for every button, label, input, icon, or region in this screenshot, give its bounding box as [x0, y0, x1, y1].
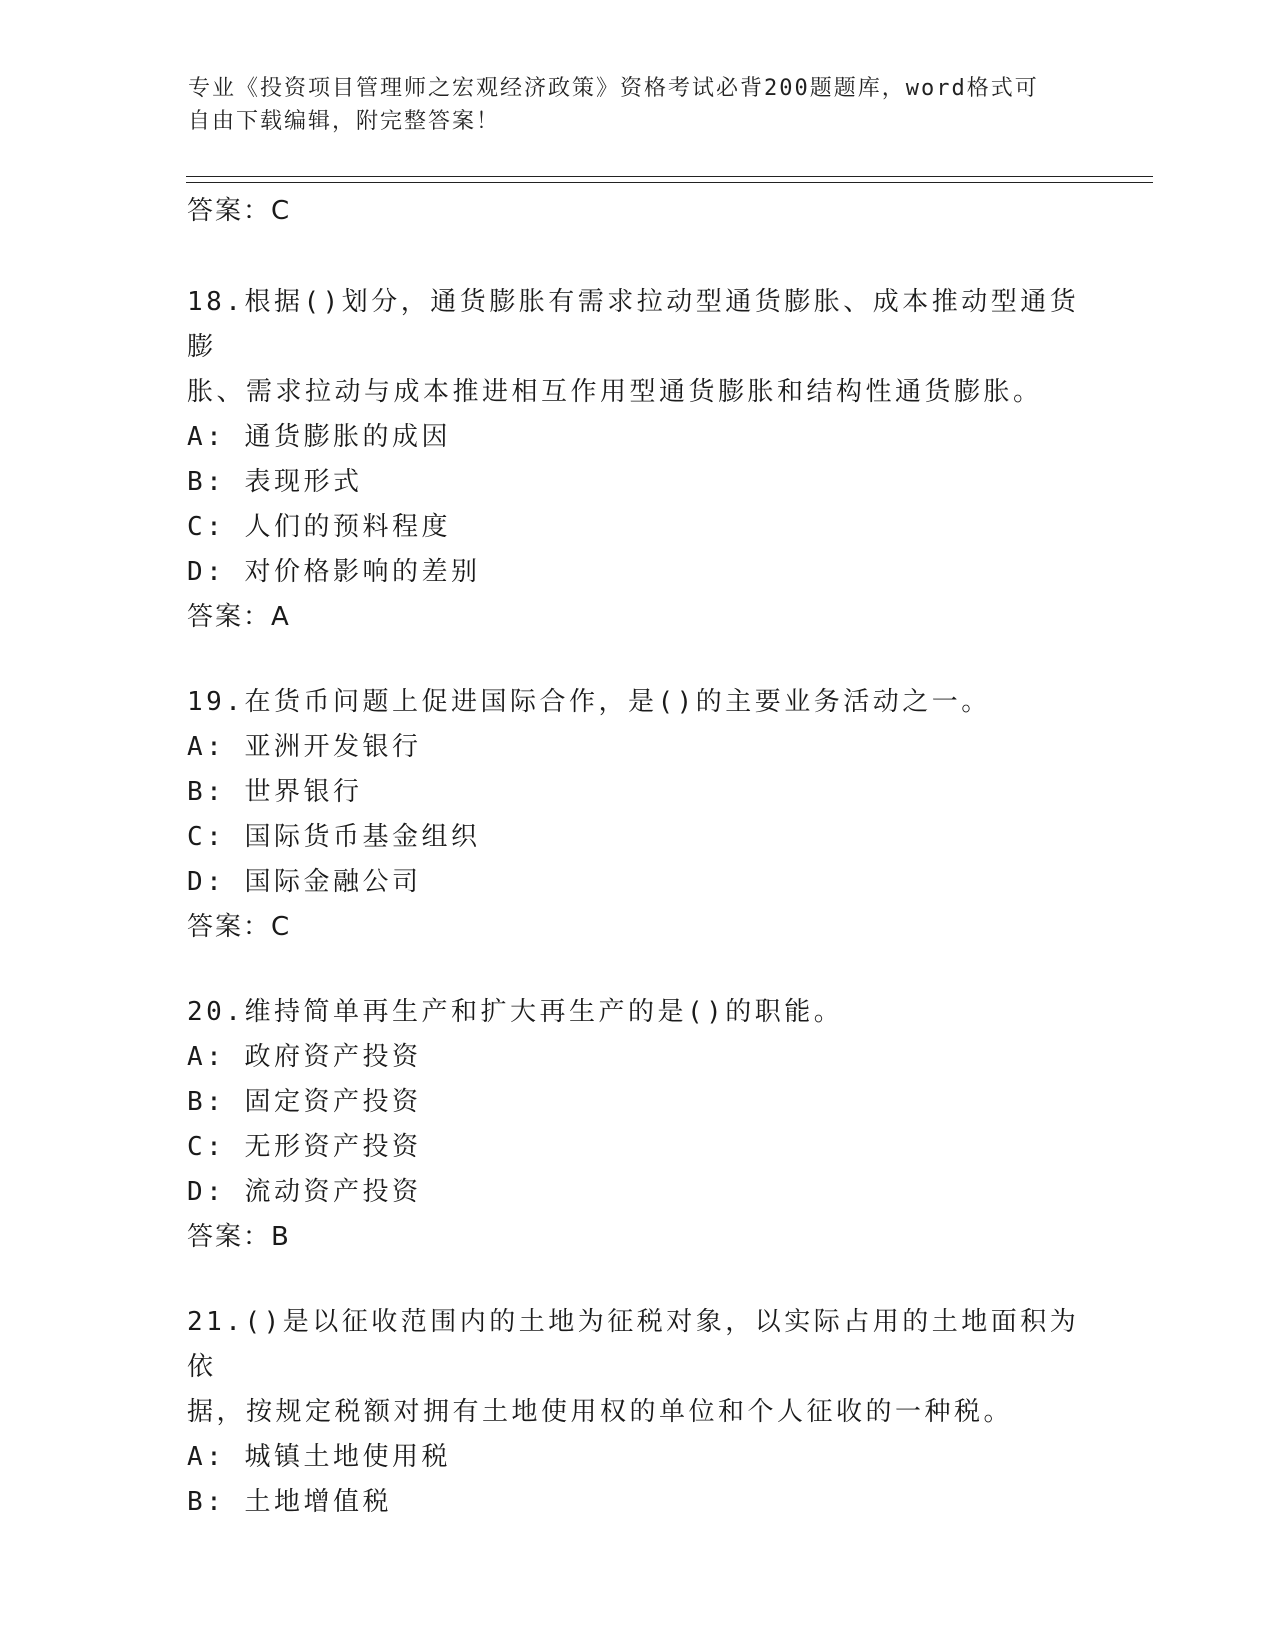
answer-line: 答案：B: [187, 1222, 291, 1252]
option-a: A: 亚洲开发银行: [187, 732, 422, 762]
page-header: [188, 72, 1068, 138]
option-c: C: 人们的预料程度: [187, 512, 451, 542]
option-d: D: 对价格影响的差别: [187, 557, 481, 587]
option-c: C: 国际货币基金组织: [187, 822, 481, 852]
question-list: [187, 280, 1087, 1565]
header-line-1: 专业《投资项目管理师之宏观经济政策》资格考试必背200题题库，word格式可: [188, 76, 1039, 101]
answer-line: 答案：C: [187, 912, 292, 942]
question-20: [187, 990, 1087, 1260]
question-21: [187, 1300, 1087, 1525]
header-divider-bottom: [186, 182, 1153, 183]
option-a: A: 通货膨胀的成因: [187, 422, 451, 452]
question-19: [187, 680, 1087, 950]
header-line-2: 自由下载编辑，附完整答案！: [188, 109, 501, 134]
option-c: C: 无形资产投资: [187, 1132, 422, 1162]
option-a: A: 政府资产投资: [187, 1042, 422, 1072]
option-b: B: 世界银行: [187, 777, 363, 807]
question-stem: 21.()是以征收范围内的土地为征税对象，以实际占用的土地面积为依: [187, 1307, 1080, 1382]
option-d: D: 国际金融公司: [187, 867, 422, 897]
question-stem-continued: 据，按规定税额对拥有土地使用权的单位和个人征收的一种税。: [187, 1397, 1014, 1427]
option-b: B: 表现形式: [187, 467, 363, 497]
option-b: B: 土地增值税: [187, 1487, 392, 1517]
answer-line: 答案：A: [187, 602, 291, 632]
question-stem: 18.根据()划分，通货膨胀有需求拉动型通货膨胀、成本推动型通货膨: [187, 287, 1080, 362]
answer-line: 答案：C: [187, 196, 292, 226]
option-b: B: 固定资产投资: [187, 1087, 422, 1117]
header-divider-top: [186, 176, 1153, 177]
question-18: [187, 280, 1087, 640]
question-stem: 20.维持简单再生产和扩大再生产的是()的职能。: [187, 997, 844, 1027]
option-d: D: 流动资产投资: [187, 1177, 422, 1207]
option-a: A: 城镇土地使用税: [187, 1442, 451, 1472]
question-stem-continued: 胀、需求拉动与成本推进相互作用型通货膨胀和结构性通货膨胀。: [187, 377, 1043, 407]
question-stem: 19.在货币问题上促进国际合作，是()的主要业务活动之一。: [187, 687, 991, 717]
